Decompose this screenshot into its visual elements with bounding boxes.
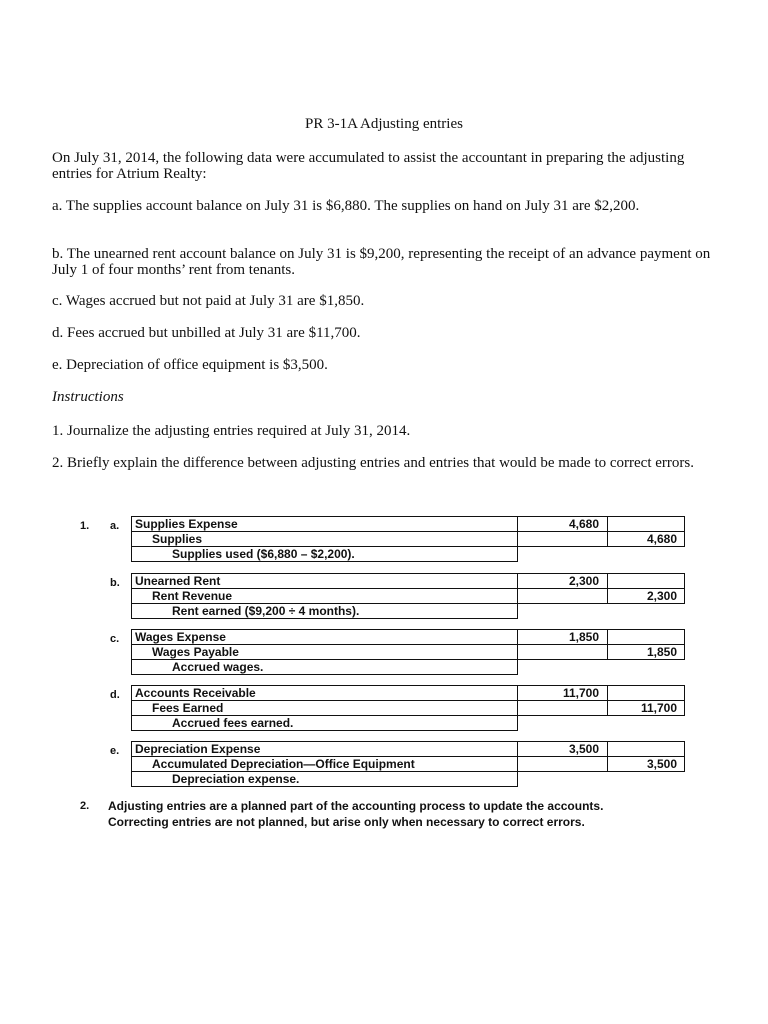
credit-account: Wages Payable xyxy=(132,645,518,660)
debit-row xyxy=(132,574,685,589)
credit-amount-empty xyxy=(608,630,685,645)
credit-row xyxy=(132,757,685,772)
item-e-text: Depreciation of office equipment is $3,500. xyxy=(66,357,328,373)
credit-row xyxy=(132,532,685,547)
entry-a-letter: a. xyxy=(110,520,120,532)
item-e xyxy=(52,357,712,373)
item-b-letter: b. xyxy=(52,246,64,262)
part2-number: 2. xyxy=(80,800,90,812)
debit-account: Unearned Rent xyxy=(132,574,518,589)
page-title: PR 3-1A Adjusting entries xyxy=(305,116,463,132)
credit-account: Accumulated Depreciation—Office Equipment xyxy=(132,757,518,772)
debit-amount-empty xyxy=(518,532,608,547)
credit-row xyxy=(132,701,685,716)
credit-amount: 11,700 xyxy=(608,701,685,716)
debit-account: Accounts Receivable xyxy=(132,686,518,701)
journal-entry-c xyxy=(131,629,685,675)
item-d-letter: d. xyxy=(52,325,64,341)
debit-account: Wages Expense xyxy=(132,630,518,645)
credit-amount-empty xyxy=(608,574,685,589)
credit-account: Supplies xyxy=(132,532,518,547)
explanation: Depreciation expense. xyxy=(132,772,518,787)
journal-entry-b xyxy=(131,573,685,619)
credit-amount: 2,300 xyxy=(608,589,685,604)
credit-row xyxy=(132,589,685,604)
entry-e-letter: e. xyxy=(110,745,120,757)
debit-amount-empty xyxy=(518,589,608,604)
item-a-letter: a. xyxy=(52,198,63,214)
debit-row xyxy=(132,630,685,645)
journal-entry-a xyxy=(131,516,685,562)
item-b-text: The unearned rent account balance on July 31 is $9,200, representing the receipt of an advance payment on July 1 of four months’ rent from tenants. xyxy=(52,246,711,278)
debit-row xyxy=(132,686,685,701)
debit-amount: 11,700 xyxy=(518,686,608,701)
debit-amount-empty xyxy=(518,757,608,772)
item-d-text: Fees accrued but unbilled at July 31 are $11,700. xyxy=(67,325,361,341)
item-c-text: Wages accrued but not paid at July 31 are $1,850. xyxy=(65,293,365,309)
intro-paragraph: On July 31, 2014, the following data were accumulated to assist the accountant in preparing the adjusting entries for Atrium Realty: xyxy=(52,150,685,182)
item-b xyxy=(52,246,712,278)
item-e-letter: e. xyxy=(52,357,63,373)
explanation-row xyxy=(132,660,685,675)
explanation: Supplies used ($6,880 – $2,200). xyxy=(132,547,518,562)
credit-amount-empty xyxy=(608,517,685,532)
debit-amount-empty xyxy=(518,701,608,716)
entry-b-letter: b. xyxy=(110,577,120,589)
debit-amount-empty xyxy=(518,645,608,660)
item-d xyxy=(52,325,712,341)
item-a xyxy=(52,198,712,214)
item-c xyxy=(52,293,712,309)
part2-answer: Adjusting entries are a planned part of the accounting process to update the accounts. Correcting entries are not planned, but arise only when necessary to correct errors. xyxy=(108,799,604,829)
debit-row xyxy=(132,517,685,532)
debit-amount: 2,300 xyxy=(518,574,608,589)
credit-amount-empty xyxy=(608,686,685,701)
journal-entry-e xyxy=(131,741,685,787)
entry-c-letter: c. xyxy=(110,633,120,645)
part1-number: 1. xyxy=(80,520,90,532)
explanation-row xyxy=(132,772,685,787)
instruction-2: 2. Briefly explain the difference between adjusting entries and entries that would be made to correct errors. xyxy=(52,455,694,471)
credit-amount: 1,850 xyxy=(608,645,685,660)
instructions-heading: Instructions xyxy=(52,389,124,405)
credit-account: Fees Earned xyxy=(132,701,518,716)
debit-row xyxy=(132,742,685,757)
entry-d-letter: d. xyxy=(110,689,120,701)
explanation: Rent earned ($9,200 ÷ 4 months). xyxy=(132,604,518,619)
explanation-row xyxy=(132,716,685,731)
debit-account: Depreciation Expense xyxy=(132,742,518,757)
explanation-row xyxy=(132,604,685,619)
debit-amount: 3,500 xyxy=(518,742,608,757)
explanation-row xyxy=(132,547,685,562)
explanation: Accrued wages. xyxy=(132,660,518,675)
item-c-letter: c. xyxy=(52,293,63,309)
debit-amount: 1,850 xyxy=(518,630,608,645)
credit-row xyxy=(132,645,685,660)
debit-amount: 4,680 xyxy=(518,517,608,532)
item-a-text: The supplies account balance on July 31 is $6,880. The supplies on hand on July 31 are $2,200. xyxy=(65,198,640,214)
debit-account: Supplies Expense xyxy=(132,517,518,532)
journal-entry-d xyxy=(131,685,685,731)
credit-amount: 3,500 xyxy=(608,757,685,772)
credit-amount: 4,680 xyxy=(608,532,685,547)
explanation: Accrued fees earned. xyxy=(132,716,518,731)
credit-amount-empty xyxy=(608,742,685,757)
instruction-1: 1. Journalize the adjusting entries required at July 31, 2014. xyxy=(52,423,411,439)
credit-account: Rent Revenue xyxy=(132,589,518,604)
